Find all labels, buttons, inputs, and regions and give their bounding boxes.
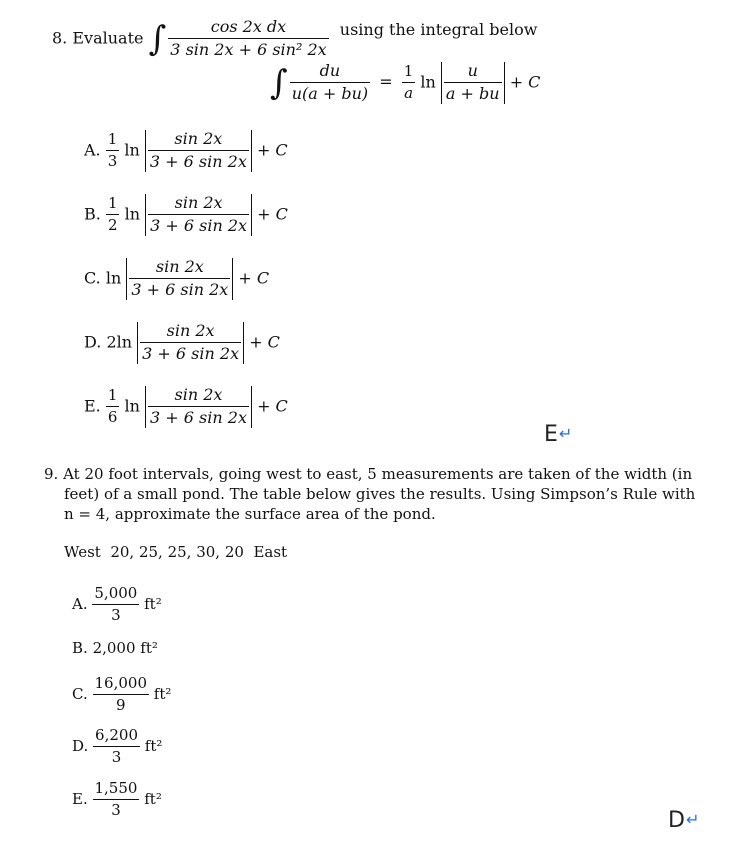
- option-denominator: 9: [115, 696, 126, 715]
- q9-option-b[interactable]: [72, 641, 158, 656]
- option-ln: ln: [124, 396, 140, 416]
- option-abs: [145, 386, 252, 428]
- option-tail: + C: [249, 332, 280, 352]
- q9-number: 9.: [44, 465, 59, 483]
- integral-sign-icon: ∫: [148, 18, 167, 59]
- option-fraction: [92, 585, 139, 625]
- option-coefficient: [106, 195, 120, 235]
- option-letter: B.: [72, 639, 88, 657]
- q8-verb: Evaluate: [72, 28, 144, 48]
- return-arrow-icon: ↵: [558, 424, 573, 443]
- coef-num: 1: [106, 387, 120, 407]
- return-arrow-icon: ↵: [685, 810, 700, 829]
- option-letter: B.: [84, 204, 101, 224]
- option-numerator: 1,550: [93, 780, 140, 800]
- option-denominator: 3 + 6 sin 2x: [149, 152, 247, 172]
- option-denominator: 3 + 6 sin 2x: [131, 280, 229, 300]
- coef-num: 1: [106, 131, 120, 151]
- q9-answer: [668, 810, 699, 832]
- q8-option-e[interactable]: [84, 386, 288, 428]
- option-numerator: sin 2x: [140, 322, 241, 343]
- option-coefficient: [106, 131, 120, 171]
- option-unit: ft²: [144, 736, 163, 755]
- option-letter: E.: [72, 789, 88, 808]
- q8-option-c[interactable]: [84, 258, 269, 300]
- q9-text-1: At 20 foot intervals, going west to east, 5 measurements are taken of the width (in: [63, 465, 693, 483]
- option-letter: D.: [84, 332, 102, 352]
- option-fraction: [148, 194, 249, 236]
- q8-option-d[interactable]: [84, 322, 280, 364]
- option-tail: + C: [257, 396, 288, 416]
- option-numerator: sin 2x: [148, 386, 249, 407]
- option-abs: [126, 258, 233, 300]
- option-numerator: sin 2x: [129, 258, 230, 279]
- option-ln: ln: [105, 268, 122, 288]
- option-numerator: 6,200: [93, 727, 140, 747]
- q8-integrand-denominator: 3 sin 2x + 6 sin² 2x: [170, 40, 327, 60]
- option-ln: ln: [124, 204, 140, 224]
- option-letter: A.: [72, 594, 88, 613]
- option-denominator: 3: [111, 801, 121, 820]
- option-denominator: 3 + 6 sin 2x: [150, 216, 248, 236]
- q9-stem-line-1: [44, 467, 692, 482]
- option-ln: ln: [124, 140, 140, 160]
- option-letter: E.: [84, 396, 101, 416]
- option-unit: ft²: [153, 684, 172, 703]
- option-tail: + C: [257, 204, 288, 224]
- option-abs: [145, 130, 252, 172]
- q8-stem: [52, 18, 537, 60]
- q9-option-d[interactable]: [72, 727, 162, 767]
- option-letter: C.: [84, 268, 101, 288]
- q8-instruction: using the integral below: [339, 20, 538, 40]
- option-fraction: [93, 727, 140, 767]
- option-letter: D.: [72, 736, 89, 755]
- integral-sign-icon: ∫: [270, 62, 288, 103]
- option-numerator: 16,000: [93, 675, 150, 695]
- option-tail: + C: [238, 268, 270, 288]
- q8-answer-letter: E: [544, 422, 558, 447]
- formula-coefficient: [402, 63, 416, 103]
- option-fraction: [129, 258, 230, 300]
- option-letter: A.: [84, 140, 101, 160]
- q8-integrand: [168, 18, 328, 60]
- option-coefficient: [106, 387, 120, 427]
- q9-stem-line-2: feet) of a small pond. The table below gives the results. Using Simpson’s Rule with: [64, 485, 696, 503]
- formula-inner-num: u: [444, 62, 502, 83]
- q9-table: West 20, 25, 25, 30, 20 East: [64, 543, 288, 561]
- formula-ln: ln: [420, 72, 436, 92]
- q8-formula: [270, 62, 540, 104]
- q9-stem-line-3: n = 4, approximate the surface area of the pond.: [64, 505, 436, 523]
- q8-option-b[interactable]: [84, 194, 288, 236]
- option-denominator: 3: [111, 748, 122, 767]
- option-numerator: 5,000: [92, 585, 139, 605]
- formula-inner-den: a + bu: [445, 84, 500, 104]
- option-fraction: [93, 675, 150, 715]
- option-fraction: [93, 780, 140, 820]
- option-coefficient: 2: [106, 332, 117, 352]
- formula-left: [290, 62, 370, 104]
- q9-answer-letter: D: [668, 808, 685, 833]
- formula-inner: [444, 62, 502, 104]
- option-fraction: [148, 130, 249, 172]
- q9-option-c[interactable]: [72, 675, 171, 715]
- option-unit: ft²: [144, 594, 162, 613]
- option-ln: ln: [116, 332, 133, 352]
- formula-abs: [441, 62, 505, 104]
- option-abs: [145, 194, 252, 236]
- formula-coef-den: a: [404, 84, 414, 103]
- option-letter: C.: [72, 684, 88, 703]
- formula-numerator: du: [290, 62, 370, 83]
- formula-coef-num: 1: [402, 63, 416, 83]
- option-denominator: 3: [111, 606, 121, 625]
- formula-equals: =: [379, 72, 393, 92]
- option-numerator: sin 2x: [148, 130, 249, 151]
- q8-number: 8.: [52, 28, 68, 48]
- option-tail: + C: [256, 140, 288, 160]
- option-fraction: [148, 386, 249, 428]
- option-unit: ft²: [144, 789, 162, 808]
- option-denominator: 3 + 6 sin 2x: [150, 408, 247, 428]
- option-text: 2,000 ft²: [92, 639, 158, 657]
- q9-option-a[interactable]: [72, 585, 162, 625]
- q8-integrand-numerator: cos 2x dx: [168, 18, 328, 39]
- coef-den: 2: [107, 216, 118, 235]
- coef-den: 6: [107, 408, 118, 427]
- coef-den: 3: [107, 152, 118, 171]
- option-fraction: [140, 322, 241, 364]
- q8-option-a[interactable]: [84, 130, 288, 172]
- formula-denominator: u(a + bu): [291, 84, 369, 104]
- option-denominator: 3 + 6 sin 2x: [142, 344, 240, 364]
- formula-tail: + C: [509, 72, 541, 92]
- option-abs: [137, 322, 244, 364]
- option-numerator: sin 2x: [148, 194, 249, 215]
- q9-option-e[interactable]: [72, 780, 162, 820]
- coef-num: 1: [106, 195, 120, 215]
- q8-answer: [544, 424, 572, 446]
